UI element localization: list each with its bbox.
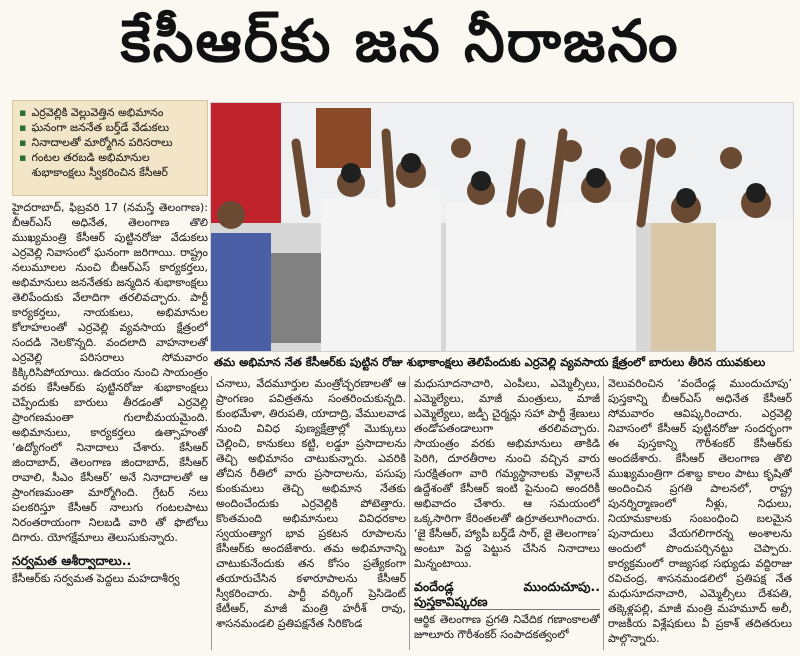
- article-column-4: [608, 376, 792, 650]
- bullet-icon: ▪: [19, 121, 27, 134]
- highlight-item: ▪ ఘనంగా జననేత బర్త్‌డే వేడుకలు: [19, 121, 170, 134]
- photo-caption: తమ అభిమాన నేత కేసీఆర్‌కు పుట్టిన రోజు శుభాకాంక్షలు తెలిపేందుకు ఎర్రవెల్లి వ్యవసాయ క్షేత్రంలో బారులు తీరిన యువకులు: [214, 355, 766, 369]
- bullet-icon: ▪: [19, 106, 27, 119]
- headline: కేసీఆర్‌కు జన నీరాజనం: [120, 6, 680, 75]
- column-4-text: వెలువరించిన ‘వందేండ్ల ముందుచూపు’ పుస్తకాన్ని బీఆర్‌ఎస్ అధినేత కేసీఆర్ సోమవారం ఆవిష్కరించారు. ఎర్రవెల్లి నివాసంలో కేసీఆర్ పుట్టినరోజు సందర్భంగా ఈ పుస్తకాన్ని గౌరీశంకర్ కేసీఆర్‌కు అందజేశారు. కేసీఆర్ తెలంగాణ తొలి ముఖ్యమంత్రిగా దశాబ్ద కాలం పాటు కృషితో అందించిన ప్రగతి పాలనలో, రాష్ట్ర పునర్నిర్మాణంలో నీళ్లు, నిధులు, నియామకాలకు సంబంధించి బలమైన పునాదులు వేయగలిగారన్న అంశాలను అందులో పొందుపర్చినట్టు చెప్పారు. కార్యక్రమంలో రాజ్యసభ సభ్యుడు వద్దిరాజు రవిచంద్ర, శాసనమండలిలో ప్రతిపక్ష నేత మధుసూదనాచారి, ఎమ్మెల్సీలు దేశపతి, తక్కెళ్లపల్లి, మాజీ మంత్రి మహమూద్ అలీ, రాజకీయ విశ్లేషకులు వీ ప్రకాశ్ తదితరులు పాల్గొన్నారు.: [608, 377, 792, 645]
- column-divider: [409, 376, 410, 650]
- column-divider: [211, 376, 212, 650]
- column-divider: [603, 376, 604, 650]
- bullet-icon: ▪: [19, 151, 27, 164]
- column-3-text: మధుసూదనాచారి, ఎంపీలు, ఎమ్మెల్సీలు, ఎమ్మెల్యేలు, మాజీ మంత్రులు, మాజీ ఎమ్మెల్యేలు, జడ్పీ చైర్మన్లు సహా పార్టీ శ్రేణులు తండోపతండాలుగా తరలివచ్చారు. సాయంత్రం వరకు అభిమానులు తాకిడి పెరిగి, దూరతీరాల నుంచి వచ్చిన వారు సురక్షితంగా వారి గమ్యస్థానాలకు వెళ్లాలనే ఉద్దేశంతో కేసీఆర్ ఇంటి పైనుంచి అందరికీ అభివాదం చేశారు. ఆ సమయంలో ఒక్కసారిగా కేరింతలతో ఉర్రూతలూగించారు. ‘జై కేసీఆర్, హ్యాపీ బర్త్‌డే సార్, జై తెలంగాణ’ అంటూ పెద్ద పెట్టున చేసిన నినాదాలు మిన్నంటాయి.: [414, 377, 600, 570]
- crowd-photo: [210, 102, 794, 352]
- article-column-3: [414, 376, 600, 650]
- article-column-1: [12, 200, 208, 650]
- bullet-icon: ▪: [19, 136, 27, 149]
- subhead-blessings: సర్వమత ఆశీర్వాదాలు..: [12, 553, 132, 568]
- column-2-text: చనాలు, వేదమూర్తుల మంత్రోచ్ఛరణాలతో ఆ ప్రాంగణం పవిత్రతను సంతరించుకున్నది. కుంభమేళా, తిరుపతి, యాదాద్రి, వేములవాడ నుంచి వివిధ పుణ్యక్షేత్రాల్లో మొక్కులు చెల్లించి, కానుకలు కట్టి, లడ్డూ ప్రసాదాలను తెచ్చి అభిమానం చాటుకున్నారు. ఎవరికి తోచిన రీతిలో వారు ప్రసాదాలను, పసుపు కుంకుమలు తెచ్చి అభిమాన నేతకు అందించేందుకు ఎర్రవెల్లికి పోటెత్తారు. కొంతమంది అభిమానులు వివిధరకాల స్వయంత్యాగ భావ ప్రకటన రూపాలను కేసీఆర్‌కు అందజేశారు. తమ అభిమానాన్ని చాటుకునేందుకు తన కోసం ప్రత్యేకంగా తయారుచేసిన కళారూపాలను కేసీఆర్ స్వీకరించారు. పార్టీ వర్కింగ్ ప్రెసిడెంట్ కేటీఆర్, మాజీ మంత్రి హరీశ్ రావు, శాసనమండలి ప్రతిపక్షనేత సిరికొండ: [216, 377, 406, 630]
- highlight-item: ▪ ఎర్రవెల్లికి వెల్లువెత్తిన అభిమానం: [19, 106, 164, 119]
- column-1-continued: కేసీఆర్‌కు సర్వమత పెద్దలు మహదాశీర్వ: [12, 572, 180, 585]
- subhead-book-launch: వందేండ్ల ముందుచూపు.. పుస్తకావిష్కరణ: [414, 579, 600, 609]
- column-3-continued: ఆర్థిక తెలంగాణ ప్రగతి నివేదిక గణాంకాలతో జూలూరు గౌరీశంకర్ సంపాదకత్వంలో: [414, 613, 600, 641]
- article-column-2: [216, 376, 406, 650]
- highlight-item: ▪ నినాదాలతో మార్మోగిన పరిసరాలు: [19, 136, 173, 149]
- crowd-photo-illustration: [211, 103, 793, 351]
- highlights-box: [12, 100, 208, 196]
- column-1-text: హైదరాబాద్, ఫిబ్రవరి 17 (నమస్తే తెలంగాణ): బీఆర్‌ఎస్ అధినేత, తెలంగాణ తొలి ముఖ్యమంత్రి కేసీఆర్ పుట్టినరోజు వేడుకలు ఎర్రవెల్లి నివాసంలో ఘనంగా జరిగాయి. రాష్ట్రం నలుమూలల నుంచి బీఆర్‌ఎస్ కార్యకర్తలు, అభిమానులు జననేతకు జన్మదిన శుభాకాంక్షలు తెలిపేందుకు వేలాదిగా తరలివచ్చారు. పార్టీ కార్యకర్తలు, నాయకులు, అభిమానుల కోలాహలంతో ఎర్రవెల్లి వ్యవసాయ క్షేత్రంలో సందడి నెలకొన్నది. వందలాది వాహనాలతో ఎర్రవెల్లి పరిసరాలు సోమవారం కిక్కిరిసిపోయాయి. ఉదయం నుంచి సాయంత్రం వరకు కేసీఆర్‌కు పుట్టినరోజు శుభాకాంక్షలు చెప్పేందుకు బారులు తీరడంతో ఎర్రవెల్లి ప్రాంగణమంతా గులాబీమయమైంది. అభిమానులు, కార్యకర్తలు ఉత్సాహంతో ‘ఉద్యోగంలో నినాదాలు చేశారు. కేసీఆర్ జిందాబాద్, తెలంగాణ జిందాబాద్, కేసీఆర్ రావాలి, సీఎం కేసీఆర్’ అనే నినాదాలతో ఆ ప్రాంగణమంతా మార్మోగింది. గ్రేటర్ నలు పలకరిస్తూ కేసీఆర్ నాలుగు గంటలపాటు నిరంతరాయంగా నిలబడి వారి తో ఫొటోలు దిగారు. యోగక్షేమాలు తెలుసుకున్నారు.: [12, 201, 208, 544]
- door: [316, 108, 371, 168]
- highlight-item: ▪ గంటల తరబడి అభిమానుల శుభాకాంక్షలు స్వీకరించిన కేసీఆర్: [19, 151, 168, 179]
